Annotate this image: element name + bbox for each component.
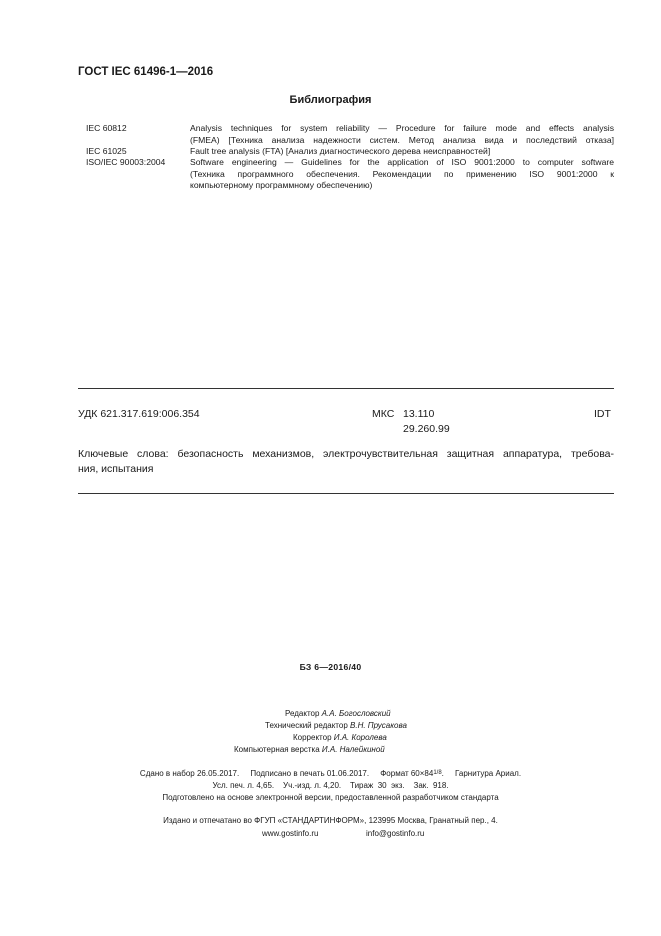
bibliography-line: (FMEA) [Техника анализа надежности систем. Метод анализа вида и последствий отказа] [190, 134, 614, 145]
idt-label: IDT [594, 408, 611, 420]
bibliography-description [190, 146, 614, 158]
imprint-text: Сдано в набор 26.05.2017. Подписано в печать 01.06.2017. Формат 60×84 [139, 769, 434, 778]
bibliography-title: Библиография [289, 94, 372, 106]
bibliography-code: IEC 60812 [86, 123, 127, 133]
publisher-line: Издано и отпечатано во ФГУП «СТАНДАРТИНФОРМ», 123995 Москва, Гранатный пер., 4. [163, 816, 498, 825]
bibliography-code: IEC 61025 [86, 146, 127, 156]
keywords [78, 447, 614, 477]
keywords-line: Ключевые слова: безопасность механизмов, электрочувствительная защитная аппаратура, требова- [78, 448, 614, 460]
credit-technical-editor [265, 721, 407, 730]
bibliography-line: компьютерному программному обеспечению) [190, 180, 373, 190]
bibliography-line: Software engineering — Guidelines for the application of ISO 9001:2000 to computer software [190, 157, 614, 167]
divider [78, 388, 614, 389]
imprint-text: . Гарнитура Ариал. [441, 769, 522, 778]
bibliography-code: ISO/IEC 90003:2004 [86, 157, 166, 167]
email-link[interactable]: info@gostinfo.ru [366, 829, 425, 838]
credit-layout [234, 745, 385, 754]
bibliography-description [190, 123, 614, 146]
document-header: ГОСТ IEC 61496-1—2016 [78, 66, 214, 78]
bibliography-entry [86, 123, 614, 147]
mks-code: 29.260.99 [403, 423, 450, 435]
credit-name: И.А. Налейкиной [321, 745, 385, 754]
imprint-line: Подготовлено на основе электронной версии, предоставленной разработчиком стандарта [162, 793, 499, 802]
credit-name: А.А. Богословский [321, 709, 391, 718]
credit-proofreader [293, 733, 387, 742]
divider [78, 493, 614, 494]
imprint-line [0, 769, 661, 778]
bibliography-line: Fault tree analysis (FTA) [Анализ диагностического дерева неисправностей] [190, 146, 491, 156]
credit-role: Технический редактор [265, 721, 348, 730]
credit-name: В.Н. Прусакова [350, 721, 407, 730]
format-fraction: 1/8 [433, 770, 442, 776]
bibliography-line: (Техника программного обеспечения. Рекомендации по применению ISO 9001:2000 к [190, 168, 614, 179]
mks-code: 13.110 [403, 408, 435, 420]
bibliography-description [190, 157, 614, 192]
mks-label: МКС [372, 408, 395, 420]
credit-editor [285, 709, 391, 718]
credit-name: И.А. Королева [333, 733, 387, 742]
keywords-line: ния, испытания [78, 463, 154, 475]
bibliography-entry [86, 157, 614, 193]
website-link[interactable]: www.gostinfo.ru [262, 829, 319, 838]
credit-role: Корректор [293, 733, 332, 742]
bz-number: БЗ 6—2016/40 [299, 662, 362, 672]
credit-role: Компьютерная верстка [234, 745, 320, 754]
imprint-line: Усл. печ. л. 4,65. Уч.-изд. л. 4,20. Тираж 30 экз. Зак. 918. [212, 781, 449, 790]
udk-code: УДК 621.317.619:006.354 [78, 408, 200, 420]
bibliography-line: Analysis techniques for system reliability — Procedure for failure mode and effects analysis [190, 123, 614, 133]
credit-role: Редактор [285, 709, 320, 718]
